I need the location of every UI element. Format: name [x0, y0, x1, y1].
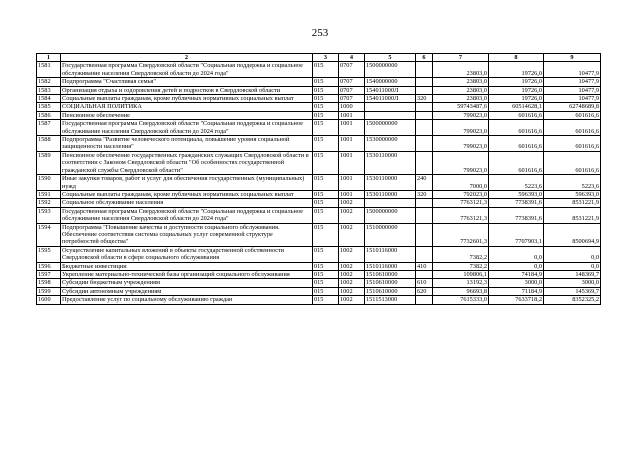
- row-expense-type: [416, 207, 433, 223]
- row-name: Пенсионное обеспечение: [61, 111, 313, 119]
- table-body: [37, 62, 601, 304]
- row-name: Осуществление капитальных вложений в объекты государственной собственности Свердловской области в сфере социального обслуживания: [61, 246, 313, 262]
- row-value-year1: 7000,0: [433, 175, 489, 191]
- row-value-year3: 601616,6: [544, 120, 601, 136]
- table-row: [37, 95, 601, 103]
- row-name: Предоставление услуг по социальному обслуживанию граждан: [61, 296, 313, 304]
- row-section-code: 0707: [339, 62, 365, 78]
- row-number: 1599: [37, 287, 61, 295]
- table-row: [37, 151, 601, 174]
- row-section-code: 1001: [339, 190, 365, 198]
- row-number: 1585: [37, 103, 61, 111]
- row-target-code: 1500000000: [365, 62, 416, 78]
- row-expense-type: [416, 111, 433, 119]
- table-row: [37, 287, 601, 295]
- row-value-year3: 8531221,9: [544, 207, 601, 223]
- row-target-code: 154011000Л: [365, 86, 416, 94]
- row-value-year3: 5223,6: [544, 175, 601, 191]
- row-value-year1: 59743487,6: [433, 103, 489, 111]
- row-value-year1: 7763121,3: [433, 207, 489, 223]
- row-target-code: 154011000Л: [365, 95, 416, 103]
- row-value-year1: 799023,0: [433, 120, 489, 136]
- row-expense-type: [416, 78, 433, 86]
- row-name: Субсидии бюджетным учреждениям: [61, 279, 313, 287]
- row-ministry-code: 015: [313, 207, 339, 223]
- row-number: 1588: [37, 136, 61, 152]
- row-value-year1: 799023,0: [433, 136, 489, 152]
- row-value-year3: 8500694,9: [544, 223, 601, 246]
- row-target-code: [365, 103, 416, 111]
- row-value-year2: 601616,6: [489, 120, 544, 136]
- row-number: 1584: [37, 95, 61, 103]
- table-row: [37, 136, 601, 152]
- row-value-year1: 792023,0: [433, 190, 489, 198]
- row-ministry-code: 015: [313, 279, 339, 287]
- row-name: Социальные выплаты гражданам, кроме публичных нормативных социальных выплат: [61, 190, 313, 198]
- row-ministry-code: 015: [313, 151, 339, 174]
- row-number: 1595: [37, 246, 61, 262]
- row-value-year3: 8352325,2: [544, 296, 601, 304]
- row-section-code: 0707: [339, 95, 365, 103]
- row-target-code: 1500000000: [365, 120, 416, 136]
- row-target-code: 1530110000: [365, 175, 416, 191]
- row-value-year3: 145369,7: [544, 287, 601, 295]
- table-row: [37, 279, 601, 287]
- row-value-year3: 0,0: [544, 262, 601, 270]
- row-target-code: 1530000000: [365, 136, 416, 152]
- row-section-code: 0707: [339, 78, 365, 86]
- row-value-year3: 10477,9: [544, 95, 601, 103]
- row-name: Государственная программа Свердловской области "Социальная поддержка и социальное обслуживание населения Свердловской области до 2024 года": [61, 120, 313, 136]
- table-row: [37, 296, 601, 304]
- row-value-year3: 601616,6: [544, 151, 601, 174]
- row-name: Укрепление материально-технической базы организаций социального обслуживания: [61, 270, 313, 278]
- row-expense-type: 320: [416, 190, 433, 198]
- row-value-year1: 7615333,0: [433, 296, 489, 304]
- row-value-year3: 3000,0: [544, 279, 601, 287]
- row-section-code: 1002: [339, 279, 365, 287]
- row-number: 1586: [37, 111, 61, 119]
- row-value-year2: 19726,0: [489, 86, 544, 94]
- row-value-year2: 7738391,6: [489, 207, 544, 223]
- row-number: 1594: [37, 223, 61, 246]
- row-expense-type: [416, 136, 433, 152]
- row-expense-type: [416, 199, 433, 207]
- row-number: 1600: [37, 296, 61, 304]
- page-number: 253: [311, 27, 329, 39]
- table-row: [37, 262, 601, 270]
- row-value-year3: 596393,0: [544, 190, 601, 198]
- row-value-year1: 13192,3: [433, 279, 489, 287]
- row-name: Государственная программа Свердловской области "Социальная поддержка и социальное обслуживание населения Свердловской области до 2024 года": [61, 207, 313, 223]
- row-target-code: 1511513000: [365, 296, 416, 304]
- row-target-code: 1510116000: [365, 262, 416, 270]
- row-number: 1583: [37, 86, 61, 94]
- row-value-year1: 23803,0: [433, 95, 489, 103]
- row-number: 1589: [37, 151, 61, 174]
- row-value-year2: 596393,0: [489, 190, 544, 198]
- row-target-code: 1510610000: [365, 279, 416, 287]
- row-value-year2: 60514628,1: [489, 103, 544, 111]
- row-number: 1590: [37, 175, 61, 191]
- row-ministry-code: 015: [313, 223, 339, 246]
- row-expense-type: 610: [416, 279, 433, 287]
- row-number: 1587: [37, 120, 61, 136]
- row-ministry-code: 015: [313, 95, 339, 103]
- row-ministry-code: 015: [313, 190, 339, 198]
- column-header: 9: [544, 54, 601, 62]
- row-value-year1: 109806,1: [433, 270, 489, 278]
- row-section-code: 1002: [339, 296, 365, 304]
- column-header: 7: [433, 54, 489, 62]
- row-target-code: 1540000000: [365, 78, 416, 86]
- row-number: 1598: [37, 279, 61, 287]
- table-row: [37, 270, 601, 278]
- row-section-code: 0707: [339, 86, 365, 94]
- row-section-code: 1002: [339, 262, 365, 270]
- row-target-code: 1510610000: [365, 270, 416, 278]
- row-value-year3: 62748689,8: [544, 103, 601, 111]
- table-row: [37, 246, 601, 262]
- row-name: Подпрограмма "Развитие человеческого потенциала, повышение уровня социальной защищенности населения": [61, 136, 313, 152]
- row-expense-type: 320: [416, 95, 433, 103]
- row-target-code: [365, 111, 416, 119]
- row-section-code: 1001: [339, 151, 365, 174]
- table-header-row: [37, 54, 601, 62]
- row-value-year3: 10477,9: [544, 86, 601, 94]
- budget-table: [36, 53, 601, 305]
- row-name: Социальные выплаты гражданам, кроме публичных нормативных социальных выплат: [61, 95, 313, 103]
- row-target-code: 1530110000: [365, 151, 416, 174]
- row-section-code: 1001: [339, 120, 365, 136]
- row-value-year2: 5223,6: [489, 175, 544, 191]
- row-section-code: 1002: [339, 246, 365, 262]
- table-row: [37, 103, 601, 111]
- row-value-year3: 148369,7: [544, 270, 601, 278]
- row-value-year2: 7707903,1: [489, 223, 544, 246]
- row-value-year1: 7732601,3: [433, 223, 489, 246]
- row-value-year2: 71184,9: [489, 287, 544, 295]
- row-value-year3: 8531221,9: [544, 199, 601, 207]
- row-ministry-code: 015: [313, 287, 339, 295]
- row-name: Государственная программа Свердловской области "Социальная поддержка и социальное обслуживание населения Свердловской области до 2024 года": [61, 62, 313, 78]
- row-value-year1: 96693,8: [433, 287, 489, 295]
- row-expense-type: 620: [416, 287, 433, 295]
- row-ministry-code: 015: [313, 262, 339, 270]
- row-value-year3: 601616,6: [544, 136, 601, 152]
- row-value-year1: 7763121,3: [433, 199, 489, 207]
- row-value-year2: 7738391,6: [489, 199, 544, 207]
- row-ministry-code: 015: [313, 111, 339, 119]
- row-value-year2: 601616,6: [489, 151, 544, 174]
- table-row: [37, 120, 601, 136]
- row-value-year3: 10477,9: [544, 78, 601, 86]
- row-value-year2: 601616,6: [489, 111, 544, 119]
- row-section-code: 1000: [339, 103, 365, 111]
- row-target-code: 1510000000: [365, 223, 416, 246]
- table-row: [37, 62, 601, 78]
- row-number: 1597: [37, 270, 61, 278]
- row-target-code: 1530110000: [365, 190, 416, 198]
- row-expense-type: [416, 296, 433, 304]
- row-expense-type: [416, 246, 433, 262]
- row-section-code: 1001: [339, 136, 365, 152]
- row-expense-type: [416, 86, 433, 94]
- column-header: 5: [365, 54, 416, 62]
- row-ministry-code: 015: [313, 78, 339, 86]
- row-ministry-code: 015: [313, 246, 339, 262]
- row-value-year2: 3000,0: [489, 279, 544, 287]
- row-value-year3: 0,0: [544, 246, 601, 262]
- row-number: 1581: [37, 62, 61, 78]
- row-ministry-code: 015: [313, 103, 339, 111]
- row-value-year1: 7382,2: [433, 262, 489, 270]
- row-section-code: 1001: [339, 175, 365, 191]
- row-value-year2: 19726,0: [489, 95, 544, 103]
- row-value-year2: 601616,6: [489, 136, 544, 152]
- row-name: Иные закупки товаров, работ и услуг для обеспечения государственных (муниципальных) нужд: [61, 175, 313, 191]
- row-number: 1593: [37, 207, 61, 223]
- row-expense-type: [416, 223, 433, 246]
- row-number: 1596: [37, 262, 61, 270]
- row-ministry-code: 015: [313, 175, 339, 191]
- table-row: [37, 175, 601, 191]
- row-name: Организация отдыха и оздоровления детей и подростков в Свердловской области: [61, 86, 313, 94]
- row-value-year2: 0,0: [489, 246, 544, 262]
- row-target-code: 1510610000: [365, 287, 416, 295]
- table-row: [37, 86, 601, 94]
- row-name: Подпрограмма "Счастливая семья": [61, 78, 313, 86]
- row-value-year1: 23803,0: [433, 78, 489, 86]
- row-section-code: 1002: [339, 270, 365, 278]
- row-ministry-code: 015: [313, 120, 339, 136]
- row-ministry-code: 015: [313, 199, 339, 207]
- row-value-year2: 19726,0: [489, 78, 544, 86]
- row-section-code: 1002: [339, 199, 365, 207]
- row-name: СОЦИАЛЬНАЯ ПОЛИТИКА: [61, 103, 313, 111]
- table-row: [37, 223, 601, 246]
- row-expense-type: [416, 103, 433, 111]
- row-ministry-code: 015: [313, 136, 339, 152]
- row-section-code: 1002: [339, 287, 365, 295]
- row-value-year2: 0,0: [489, 262, 544, 270]
- row-value-year2: 74184,9: [489, 270, 544, 278]
- column-header: 4: [339, 54, 365, 62]
- row-ministry-code: 015: [313, 296, 339, 304]
- row-target-code: 1510116000: [365, 246, 416, 262]
- table-row: [37, 78, 601, 86]
- row-expense-type: [416, 120, 433, 136]
- row-value-year1: 799023,0: [433, 111, 489, 119]
- row-name: Пенсионное обеспечение государственных гражданских служащих Свердловской области в соответствии с Законом Свердловской области "Об особенностях государственной гражданской службы Свердловской области": [61, 151, 313, 174]
- row-expense-type: [416, 62, 433, 78]
- row-section-code: 1001: [339, 111, 365, 119]
- row-value-year3: 10477,9: [544, 62, 601, 78]
- row-value-year1: 799023,0: [433, 151, 489, 174]
- column-header: 6: [416, 54, 433, 62]
- row-name: Подпрограмма "Повышение качества и доступности социального обслуживания. Обеспечение соответствия системы социальных услуг современной структуре потребностей общества": [61, 223, 313, 246]
- column-header: 2: [61, 54, 313, 62]
- row-section-code: 1002: [339, 223, 365, 246]
- row-value-year2: 19726,0: [489, 62, 544, 78]
- table-row: [37, 199, 601, 207]
- row-value-year1: 23803,0: [433, 62, 489, 78]
- table-row: [37, 207, 601, 223]
- row-value-year2: 7633718,2: [489, 296, 544, 304]
- row-value-year1: 7382,2: [433, 246, 489, 262]
- row-ministry-code: 015: [313, 62, 339, 78]
- row-target-code: 1500000000: [365, 207, 416, 223]
- row-number: 1582: [37, 78, 61, 86]
- row-name: Бюджетные инвестиции: [61, 262, 313, 270]
- row-ministry-code: 015: [313, 86, 339, 94]
- table-row: [37, 190, 601, 198]
- column-header: 3: [313, 54, 339, 62]
- row-expense-type: [416, 270, 433, 278]
- table-row: [37, 111, 601, 119]
- row-target-code: [365, 199, 416, 207]
- row-section-code: 1002: [339, 207, 365, 223]
- row-expense-type: [416, 151, 433, 174]
- row-number: 1591: [37, 190, 61, 198]
- row-value-year3: 601616,6: [544, 111, 601, 119]
- row-number: 1592: [37, 199, 61, 207]
- row-name: Субсидии автономным учреждениям: [61, 287, 313, 295]
- row-ministry-code: 015: [313, 270, 339, 278]
- row-expense-type: 240: [416, 175, 433, 191]
- row-expense-type: 410: [416, 262, 433, 270]
- column-header: 1: [37, 54, 61, 62]
- row-value-year1: 23803,0: [433, 86, 489, 94]
- row-name: Социальное обслуживание населения: [61, 199, 313, 207]
- column-header: 8: [489, 54, 544, 62]
